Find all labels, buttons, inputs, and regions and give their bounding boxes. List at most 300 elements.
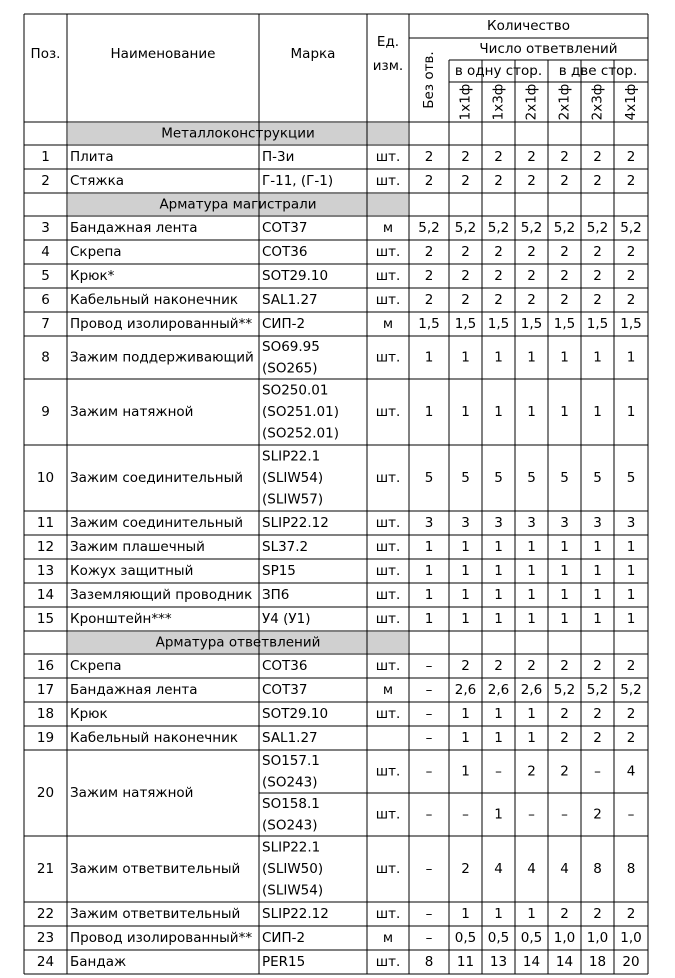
- row-mark: (SO265): [262, 360, 318, 377]
- row-pos: 15: [36, 611, 55, 627]
- row-unit: шт.: [375, 515, 401, 531]
- row-quantity: 2: [593, 658, 602, 674]
- row-quantity: 2: [626, 292, 636, 308]
- row-quantity: 2: [560, 268, 569, 284]
- row-quantity: 2: [461, 268, 470, 284]
- row-quantity: 3: [494, 515, 503, 531]
- row-quantity: 5,2: [553, 682, 576, 698]
- row-pos: 14: [36, 587, 55, 603]
- col-header-variant: 1х3ф: [490, 83, 507, 121]
- row-quantity: 2: [593, 906, 602, 922]
- row-quantity: 2: [593, 244, 602, 260]
- row-quantity: 5: [461, 470, 470, 486]
- row-name: Провод изолированный**: [70, 930, 253, 946]
- row-quantity: 2: [593, 268, 602, 284]
- row-unit: шт.: [375, 954, 401, 970]
- row-pos: 6: [41, 292, 50, 308]
- row-name: Скрепа: [70, 244, 122, 260]
- row-mark: SO158.1: [262, 795, 320, 812]
- row-name: Зажим ответвительный: [70, 906, 241, 922]
- row-quantity: 1,5: [418, 316, 440, 332]
- row-quantity: 5: [494, 470, 503, 486]
- row-quantity: 1: [461, 404, 470, 420]
- row-name: Крюк*: [70, 268, 115, 284]
- row-quantity: 1: [494, 539, 503, 555]
- row-mark: SAL1.27: [262, 730, 318, 746]
- row-quantity: 1: [626, 349, 636, 366]
- row-quantity: 1: [527, 404, 536, 420]
- row-quantity: 1: [424, 539, 434, 555]
- row-quantity: 0,5: [454, 930, 477, 946]
- row-quantity: 2: [560, 292, 569, 308]
- row-quantity: 1: [461, 763, 470, 780]
- row-mark: SO157.1: [262, 752, 320, 769]
- row-quantity: 1,0: [553, 930, 576, 946]
- row-quantity: 5: [527, 470, 536, 486]
- row-quantity: 2: [494, 244, 503, 260]
- row-quantity: 8: [424, 954, 434, 970]
- row-quantity: 1,5: [586, 316, 609, 332]
- row-quantity: 2: [593, 149, 602, 165]
- row-quantity: 1: [461, 539, 470, 555]
- row-quantity: 2: [461, 149, 470, 165]
- row-quantity: 1: [527, 906, 536, 922]
- row-quantity: 2: [527, 292, 536, 308]
- row-quantity: 2: [593, 292, 602, 308]
- row-quantity: 13: [489, 954, 508, 970]
- row-name: Стяжка: [70, 173, 124, 189]
- row-pos: 9: [41, 404, 50, 420]
- row-quantity: 2: [461, 658, 470, 674]
- row-quantity: 2: [560, 730, 569, 746]
- row-quantity: 11: [456, 954, 475, 970]
- row-unit: шт.: [375, 349, 401, 366]
- row-quantity: 5,2: [520, 220, 543, 236]
- row-mark: SOT29.10: [262, 706, 329, 722]
- row-quantity: 1: [527, 349, 536, 366]
- row-unit: шт.: [375, 470, 401, 486]
- row-quantity: 1: [560, 349, 569, 366]
- row-quantity: 2: [494, 173, 503, 189]
- row-unit: шт.: [375, 587, 401, 603]
- row-mark: SLIP22.12: [262, 906, 329, 922]
- row-quantity: –: [425, 730, 433, 746]
- row-quantity: 3: [593, 515, 602, 531]
- row-quantity: 2: [560, 173, 569, 189]
- row-quantity: 2: [593, 730, 602, 746]
- row-quantity: 2: [494, 268, 503, 284]
- row-quantity: 1,0: [586, 930, 609, 946]
- row-quantity: –: [425, 806, 433, 823]
- row-mark: SP15: [262, 563, 296, 579]
- row-quantity: 5,2: [586, 682, 609, 698]
- col-header-unit: изм.: [372, 58, 404, 74]
- row-pos: 20: [36, 785, 55, 801]
- row-quantity: 2: [626, 906, 636, 922]
- row-quantity: 1: [527, 539, 536, 555]
- row-mark: (SO243): [262, 817, 318, 834]
- row-unit: шт.: [375, 806, 401, 823]
- row-quantity: 3: [461, 515, 470, 531]
- row-quantity: 1: [626, 539, 636, 555]
- row-pos: 13: [36, 563, 55, 579]
- row-unit: м: [382, 316, 394, 332]
- row-quantity: 1: [424, 611, 434, 627]
- row-quantity: 2: [494, 292, 503, 308]
- row-mark: У4 (У1): [262, 611, 311, 627]
- section-title: Арматура ответвлений: [155, 634, 321, 651]
- col-header-variant: 1х1ф: [457, 83, 474, 121]
- row-quantity: –: [425, 861, 433, 877]
- row-quantity: 1: [461, 563, 470, 579]
- row-quantity: –: [425, 906, 433, 922]
- row-pos: 19: [36, 730, 55, 746]
- row-quantity: 2: [560, 149, 569, 165]
- row-quantity: 1: [626, 587, 636, 603]
- row-mark: SLIP22.1: [262, 448, 321, 465]
- row-quantity: 5: [626, 470, 636, 486]
- row-pos: 2: [41, 173, 50, 189]
- row-quantity: 1: [593, 349, 602, 366]
- row-name: Крюк: [70, 706, 108, 722]
- row-quantity: –: [425, 763, 433, 780]
- row-quantity: 2: [593, 806, 602, 823]
- row-quantity: 2: [494, 149, 503, 165]
- row-unit: шт.: [375, 763, 401, 780]
- row-name: Скрепа: [70, 658, 122, 674]
- row-quantity: 1: [424, 563, 434, 579]
- row-quantity: 14: [555, 954, 574, 970]
- row-mark: COT37: [262, 220, 308, 236]
- row-pos: 11: [36, 515, 55, 531]
- row-quantity: 2: [626, 149, 636, 165]
- row-mark: SLIP22.1: [262, 839, 321, 856]
- row-quantity: 3: [424, 515, 434, 531]
- row-quantity: 1: [494, 563, 503, 579]
- col-header-no-branch: Без отв.: [421, 51, 437, 109]
- row-mark: (SLIW54): [262, 882, 324, 899]
- row-quantity: 1,5: [553, 316, 576, 332]
- row-quantity: 1: [593, 404, 602, 420]
- row-quantity: 1: [593, 539, 602, 555]
- row-quantity: 2: [424, 149, 434, 165]
- row-pos: 22: [36, 906, 55, 922]
- row-pos: 3: [41, 220, 50, 236]
- row-quantity: 2: [560, 244, 569, 260]
- row-name: Бандаж: [70, 954, 127, 970]
- row-quantity: 1: [461, 730, 470, 746]
- row-quantity: 1: [560, 587, 569, 603]
- row-quantity: 2: [626, 730, 636, 746]
- row-unit: шт.: [375, 706, 401, 722]
- row-quantity: 1,0: [620, 930, 642, 946]
- row-quantity: 2: [424, 244, 434, 260]
- section-title: Арматура магистрали: [159, 196, 317, 213]
- row-name: Зажим соединительный: [70, 470, 244, 486]
- row-quantity: 18: [588, 954, 607, 970]
- row-quantity: –: [425, 706, 433, 722]
- col-header-variant: 2х3ф: [589, 83, 606, 121]
- row-quantity: 2: [461, 861, 470, 877]
- row-quantity: 1: [494, 587, 503, 603]
- row-quantity: 5,2: [586, 220, 609, 236]
- row-mark: (SO251.01): [262, 404, 339, 420]
- row-pos: 18: [36, 706, 55, 722]
- row-pos: 5: [41, 268, 50, 284]
- row-mark: (SLIW57): [262, 491, 324, 508]
- row-unit: шт.: [375, 404, 401, 420]
- row-quantity: 1: [626, 563, 636, 579]
- col-header-two-sides: в две стор.: [558, 63, 638, 79]
- row-quantity: 2: [626, 173, 636, 189]
- row-quantity: 1: [527, 563, 536, 579]
- row-name: Зажим поддерживающий: [70, 349, 254, 366]
- row-mark: SLIP22.12: [262, 515, 329, 531]
- row-quantity: 2: [626, 268, 636, 284]
- row-mark: SL37.2: [262, 539, 309, 555]
- col-header-branches: Число ответвлений: [479, 41, 618, 57]
- row-quantity: 5: [560, 470, 569, 486]
- row-pos: 16: [36, 658, 55, 674]
- row-quantity: 2: [626, 706, 636, 722]
- row-name: Кожух защитный: [70, 563, 194, 579]
- row-quantity: 2: [560, 706, 569, 722]
- row-quantity: 5,2: [620, 220, 642, 236]
- row-quantity: 1: [560, 539, 569, 555]
- row-mark: (SLIW54): [262, 470, 324, 486]
- row-unit: м: [382, 682, 394, 698]
- row-mark: SAL1.27: [262, 292, 318, 308]
- row-pos: 4: [41, 244, 50, 260]
- row-quantity: 1: [560, 404, 569, 420]
- row-quantity: 5: [593, 470, 602, 486]
- row-name: Бандажная лента: [70, 682, 198, 698]
- row-quantity: 1: [527, 611, 536, 627]
- row-quantity: 5,2: [487, 220, 510, 236]
- row-name: Кабельный наконечник: [70, 292, 238, 308]
- row-quantity: 5: [424, 470, 434, 486]
- row-name: Кабельный наконечник: [70, 730, 238, 746]
- row-quantity: 1: [527, 706, 536, 722]
- row-quantity: 1,5: [620, 316, 642, 332]
- row-quantity: 1: [424, 404, 434, 420]
- row-quantity: –: [425, 658, 433, 674]
- row-quantity: 2: [527, 658, 536, 674]
- row-quantity: 1: [494, 806, 503, 823]
- row-quantity: –: [627, 806, 635, 823]
- row-unit: шт.: [375, 906, 401, 922]
- row-unit: шт.: [375, 563, 401, 579]
- row-unit: шт.: [375, 611, 401, 627]
- row-mark: СИП-2: [262, 316, 306, 332]
- row-quantity: 1: [593, 587, 602, 603]
- row-quantity: 4: [494, 861, 503, 877]
- row-quantity: 2: [527, 149, 536, 165]
- row-quantity: 0,5: [520, 930, 543, 946]
- row-quantity: 1: [527, 587, 536, 603]
- row-quantity: 1: [593, 563, 602, 579]
- row-quantity: 2: [527, 244, 536, 260]
- row-mark: SO250.01: [262, 382, 329, 399]
- col-header-mark: Марка: [290, 46, 336, 62]
- row-name: Плита: [70, 149, 114, 165]
- row-quantity: 4: [560, 861, 569, 877]
- row-quantity: 1: [494, 404, 503, 420]
- row-mark: (SLIW50): [262, 861, 324, 877]
- row-mark: ЗП6: [262, 587, 290, 603]
- row-quantity: 3: [560, 515, 569, 531]
- row-quantity: 2: [527, 173, 536, 189]
- row-quantity: 1: [626, 611, 636, 627]
- row-pos: 23: [36, 930, 55, 946]
- col-header-name: Наименование: [110, 46, 216, 62]
- row-quantity: 14: [522, 954, 541, 970]
- row-pos: 17: [36, 682, 55, 698]
- row-mark: SOT29.10: [262, 268, 329, 284]
- row-quantity: 2,6: [454, 682, 477, 698]
- row-quantity: –: [425, 930, 433, 946]
- row-quantity: 1: [494, 730, 503, 746]
- row-quantity: 3: [626, 515, 636, 531]
- row-quantity: 1: [461, 587, 470, 603]
- row-quantity: –: [425, 682, 433, 698]
- row-quantity: 1: [494, 706, 503, 722]
- row-mark: (SO252.01): [262, 425, 339, 442]
- row-mark: П-3и: [262, 149, 295, 165]
- col-header-unit: Ед.: [376, 34, 400, 50]
- row-pos: 12: [36, 539, 55, 555]
- row-quantity: 1,5: [454, 316, 477, 332]
- row-pos: 10: [36, 470, 55, 486]
- row-quantity: 2: [626, 244, 636, 260]
- row-mark: COT37: [262, 682, 308, 698]
- row-mark: PER15: [262, 954, 306, 970]
- row-quantity: 2: [560, 763, 569, 780]
- row-pos: 24: [36, 954, 55, 970]
- row-quantity: 1: [527, 730, 536, 746]
- row-quantity: 2: [527, 763, 536, 780]
- row-unit: шт.: [375, 292, 401, 308]
- row-unit: шт.: [375, 244, 401, 260]
- row-quantity: 20: [622, 954, 640, 970]
- row-mark: SO69.95: [262, 338, 320, 355]
- row-quantity: 1: [461, 349, 470, 366]
- row-unit: шт.: [375, 658, 401, 674]
- row-unit: шт.: [375, 539, 401, 555]
- row-quantity: 2: [560, 658, 569, 674]
- row-unit: шт.: [375, 861, 401, 877]
- col-header-pos: Поз.: [30, 46, 61, 62]
- row-quantity: 2: [461, 173, 470, 189]
- row-quantity: –: [561, 806, 568, 823]
- row-mark: COT36: [262, 658, 308, 674]
- row-quantity: –: [462, 806, 469, 823]
- row-name: Зажим натяжной: [70, 404, 194, 420]
- row-mark: COT36: [262, 244, 308, 260]
- row-pos: 21: [36, 861, 55, 877]
- row-quantity: 5,2: [553, 220, 576, 236]
- col-header-quantity: Количество: [486, 18, 571, 34]
- row-mark: Г-11, (Г-1): [262, 173, 334, 189]
- row-quantity: 2: [527, 268, 536, 284]
- row-mark: (SO243): [262, 774, 318, 791]
- row-quantity: 1: [626, 404, 636, 420]
- row-quantity: 1,5: [487, 316, 510, 332]
- row-quantity: 1: [424, 349, 434, 366]
- row-name: Заземляющий проводник: [70, 587, 253, 603]
- row-quantity: 1: [560, 611, 569, 627]
- row-quantity: 2: [461, 292, 470, 308]
- row-name: Зажим ответвительный: [70, 861, 241, 877]
- row-quantity: 1: [461, 706, 470, 722]
- row-unit: шт.: [375, 173, 401, 189]
- row-pos: 8: [41, 349, 50, 366]
- row-quantity: 1: [593, 611, 602, 627]
- row-name: Зажим соединительный: [70, 515, 244, 531]
- row-quantity: 2: [424, 268, 434, 284]
- row-name: Зажим плашечный: [70, 539, 205, 555]
- row-quantity: 2: [593, 173, 602, 189]
- row-quantity: 2: [560, 906, 569, 922]
- row-name: Кронштейн***: [70, 611, 172, 627]
- row-quantity: 2: [593, 706, 602, 722]
- row-quantity: –: [528, 806, 535, 823]
- row-quantity: 1,5: [520, 316, 543, 332]
- row-quantity: 2: [626, 658, 636, 674]
- row-quantity: 2,6: [487, 682, 510, 698]
- row-name: Провод изолированный**: [70, 316, 253, 332]
- row-quantity: 1: [424, 587, 434, 603]
- row-quantity: 2: [424, 292, 434, 308]
- row-unit: шт.: [375, 268, 401, 284]
- row-unit: м: [382, 220, 394, 236]
- row-mark: СИП-2: [262, 930, 306, 946]
- row-unit: шт.: [375, 149, 401, 165]
- section-title: Металлоконструкции: [161, 125, 315, 142]
- row-quantity: 1: [461, 611, 470, 627]
- row-quantity: 2: [494, 658, 503, 674]
- row-quantity: 1: [494, 611, 503, 627]
- row-quantity: –: [495, 763, 502, 780]
- row-quantity: 1: [494, 906, 503, 922]
- row-quantity: –: [594, 763, 601, 780]
- row-quantity: 8: [593, 861, 602, 877]
- col-header-variant: 2х1ф: [523, 83, 540, 121]
- col-header-variant: 2х1ф: [556, 83, 573, 121]
- row-quantity: 2,6: [520, 682, 543, 698]
- col-header-one-side: в одну стор.: [454, 63, 543, 79]
- col-header-variant: 4х1ф: [623, 83, 639, 121]
- row-quantity: 5,2: [418, 220, 440, 236]
- row-quantity: 1: [494, 349, 503, 366]
- row-quantity: 2: [461, 244, 470, 260]
- row-quantity: 3: [527, 515, 536, 531]
- row-name: Зажим натяжной: [70, 785, 194, 801]
- row-quantity: 1: [560, 563, 569, 579]
- row-quantity: 4: [626, 763, 636, 780]
- row-quantity: 5,2: [620, 682, 642, 698]
- row-quantity: 2: [424, 173, 434, 189]
- row-unit: м: [382, 930, 394, 946]
- row-quantity: 0,5: [487, 930, 510, 946]
- row-name: Бандажная лента: [70, 220, 198, 236]
- row-quantity: 4: [527, 861, 536, 877]
- row-pos: 7: [41, 316, 50, 332]
- row-quantity: 1: [461, 906, 470, 922]
- row-quantity: 8: [626, 861, 636, 877]
- row-quantity: 5,2: [454, 220, 477, 236]
- row-pos: 1: [41, 149, 50, 165]
